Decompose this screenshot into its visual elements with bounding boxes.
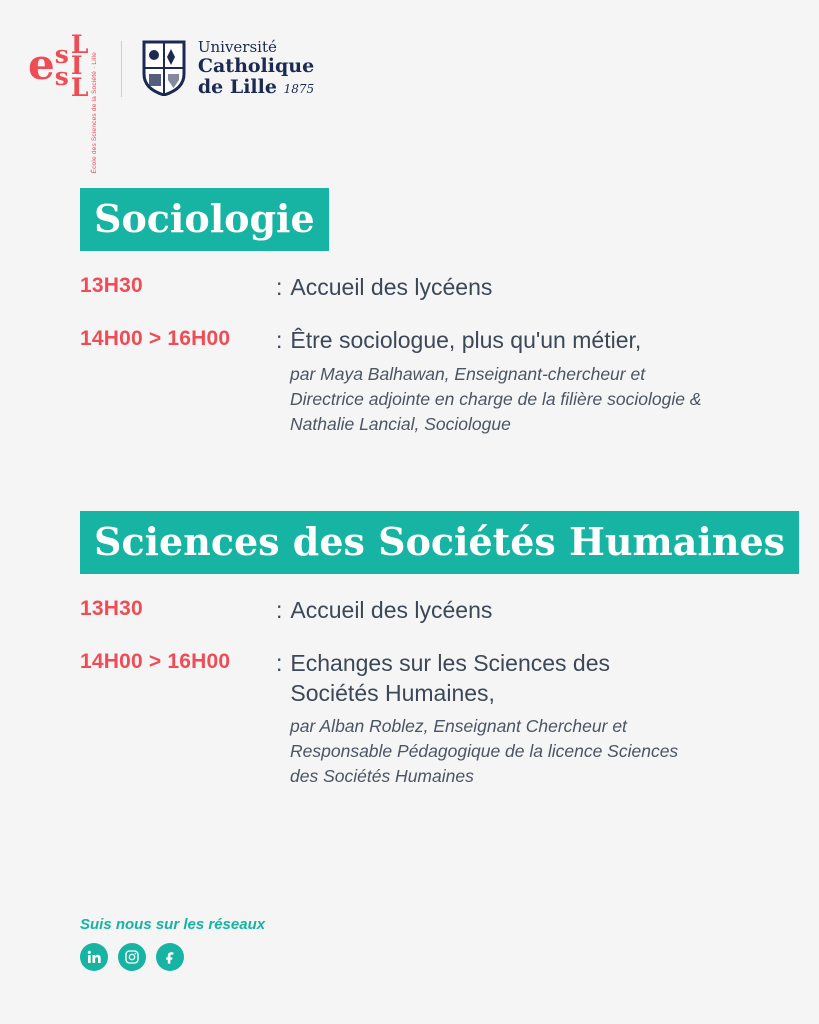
schedule-speaker: par Maya Balhawan, Enseignant-chercheur et Directrice adjointe en charge de la filière sociologie & Nathalie Lancial, Sociologue <box>290 363 702 434</box>
schedule-row <box>80 273 715 302</box>
schedule-description: Être sociologue, plus qu'un métier, <box>290 327 642 354</box>
schedule-colon: : <box>276 327 283 354</box>
universite-catholique-logo <box>140 38 314 101</box>
section-title-ssh: Sciences des Sociétés Humaines <box>80 511 799 574</box>
essl-letter-s2: s <box>54 62 69 91</box>
shield-crest-icon <box>140 38 188 101</box>
section-title-sociologie: Sociologie <box>80 188 329 251</box>
essl-letters-lil <box>70 30 89 102</box>
essl-letter-l2: L <box>70 72 89 102</box>
section-sociologie <box>80 188 715 450</box>
linkedin-icon[interactable] <box>80 943 108 971</box>
universite-catholique-wordmark <box>198 39 314 98</box>
uc-line-1: Université <box>197 38 277 57</box>
facebook-icon[interactable] <box>156 943 184 971</box>
schedule-description: Accueil des lycéens <box>290 274 493 300</box>
logo-divider <box>121 41 122 97</box>
schedule-time: 14H00 > 16H00 <box>80 327 231 351</box>
uc-line-2: Catholique <box>197 55 315 78</box>
schedule-time: 14H00 > 16H00 <box>80 650 231 674</box>
essl-letter-i: I <box>70 51 83 81</box>
schedule-colon: : <box>276 597 283 623</box>
brand-header <box>28 30 315 174</box>
instagram-icon[interactable] <box>118 943 146 971</box>
schedule-colon: : <box>276 274 283 300</box>
schedule-speaker: par Alban Roblez, Enseignant Chercheur et Responsable Pédagogique de la licence Sciences des Sociétés Humaines <box>290 716 679 786</box>
essl-logo <box>28 30 99 174</box>
schedule-time: 13H30 <box>80 274 143 297</box>
schedule-list-ssh <box>80 596 799 789</box>
schedule-colon: : <box>276 650 283 677</box>
essl-letter-s1: s <box>54 40 69 69</box>
schedule-row <box>80 596 799 625</box>
schedule-time: 13H30 <box>80 597 143 620</box>
uc-line-3-text: de Lille <box>197 76 277 99</box>
schedule-list-sociologie <box>80 273 715 436</box>
essl-tagline: École des Sciences de la Société · Lille <box>91 52 99 174</box>
schedule-row <box>80 649 799 708</box>
essl-letter-e: e <box>28 40 54 89</box>
schedule-description: Accueil des lycéens <box>290 597 493 623</box>
essl-letter-l1: L <box>70 30 89 59</box>
footer <box>80 916 265 971</box>
social-links <box>80 943 265 971</box>
schedule-row <box>80 326 715 355</box>
uc-line-3 <box>198 77 314 98</box>
schedule-description: Echanges sur les Sciences des Sociétés Humaines, <box>290 650 611 706</box>
essl-letter-stack <box>54 40 69 91</box>
follow-label: Suis nous sur les réseaux <box>80 916 266 933</box>
section-sciences-des-societes-humaines <box>80 511 799 803</box>
uc-founding-year: 1875 <box>283 82 315 97</box>
